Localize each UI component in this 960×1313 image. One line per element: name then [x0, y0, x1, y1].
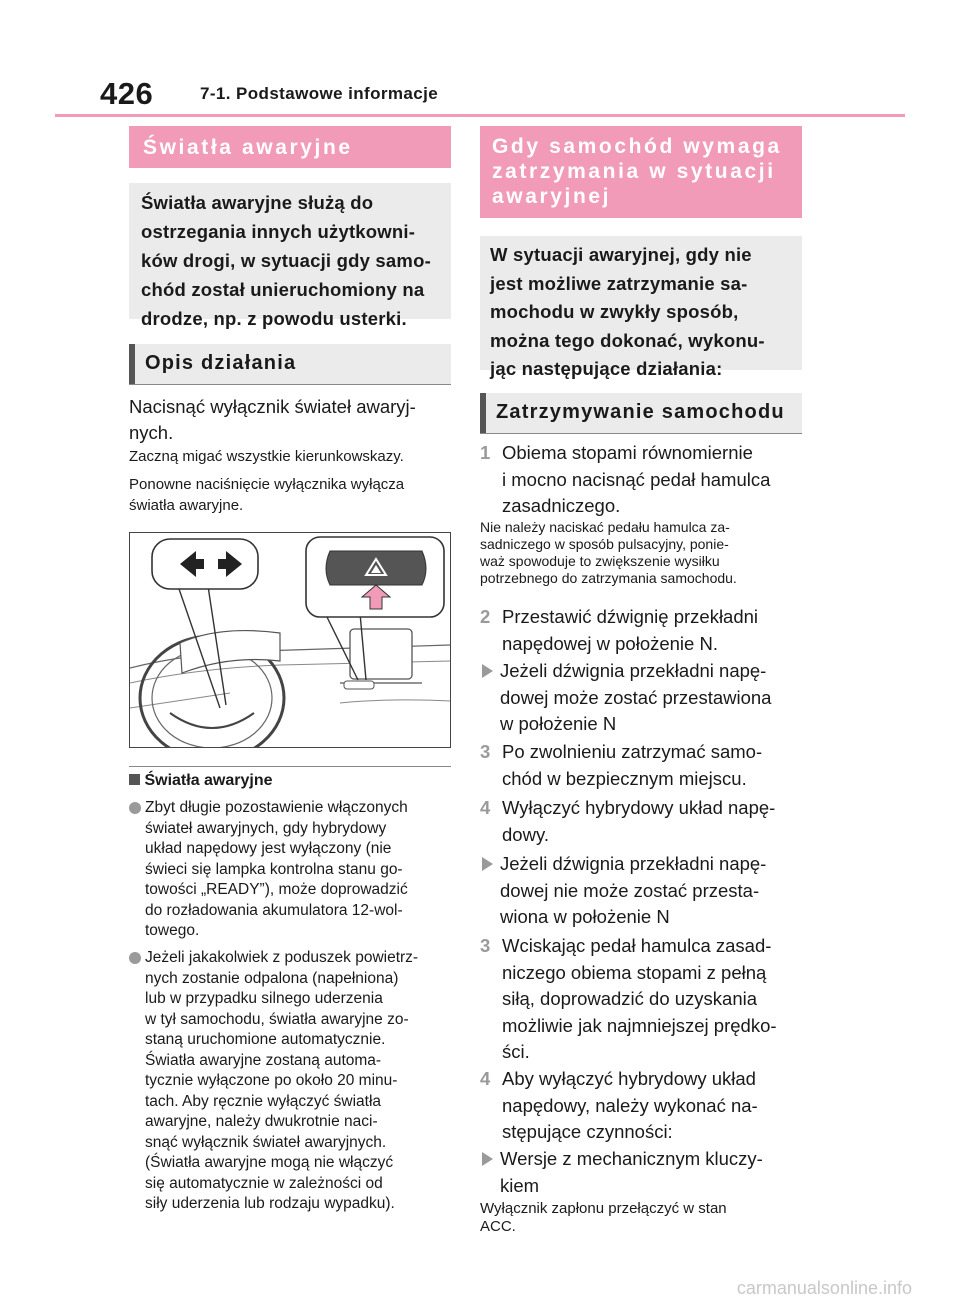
notes-rule [129, 766, 451, 767]
step-line: i mocno nacisnąć pedał hamulca [502, 468, 771, 490]
step-line: napędowej w położenie N. [502, 632, 718, 654]
condition-line: dowej może zostać przestawiona [500, 686, 772, 708]
bullet-line: układ napędowy jest wyłączony (nie [145, 840, 392, 857]
step-line: stępujące czynności: [502, 1121, 673, 1142]
bullet-line: tach. Aby ręcznie wyłączyć światła [145, 1092, 382, 1110]
condition-line: Jeżeli dźwignia przekładni napę- [500, 853, 767, 874]
subheading-rule [129, 384, 451, 385]
step-number: 4 [480, 797, 491, 818]
note-line: sadniczego w sposób pulsacyjny, ponie- [480, 536, 729, 552]
square-bullet-icon [129, 774, 140, 785]
intro-line: jest możliwe zatrzymanie sa- [490, 272, 748, 294]
bullet-line: towego. [145, 922, 200, 939]
condition-line: kiem [500, 1174, 540, 1196]
watermark: carmanualsonline.info [736, 1278, 912, 1298]
page-number: 426 [100, 76, 154, 111]
step-line: napędowy, należy wykonać na- [502, 1094, 758, 1116]
step-line: ści. [502, 1041, 530, 1062]
right-title-line: awaryjnej [492, 185, 612, 208]
bullet-line: Światła awaryjne zostaną automa- [145, 1051, 382, 1069]
right-subheading [480, 393, 802, 433]
step-line: Aby wyłączyć hybrydowy układ [502, 1068, 756, 1089]
step-number: 1 [480, 442, 491, 463]
bullet-line: nych zostanie odpalona (napełniona) [145, 969, 399, 987]
bullet-line: snąć wyłącznik świateł awaryjnych. [145, 1133, 387, 1151]
left-subheading [129, 344, 451, 384]
bullet-line: towości „READY”), może doprowadzić [145, 881, 408, 898]
notes-heading-text: Światła awaryjne [144, 772, 273, 789]
condition-line: Wersje z mechanicznym kluczy- [500, 1148, 763, 1169]
step-line: Przestawić dźwignię przekładni [502, 606, 759, 627]
section-title: 7-1. Podstawowe informacje [200, 84, 439, 103]
condition-line: w położenie N [500, 713, 617, 734]
step-3b [480, 933, 810, 1066]
intro-line: chód został unieruchomiony na [141, 279, 425, 300]
intro-line: ków drogi, w sytuacji gdy samo- [141, 250, 431, 271]
right-title-line: zatrzymania w sytuacji [492, 160, 776, 183]
bullet-line: świateł awaryjnych, gdy hybrydowy [145, 819, 387, 837]
step-line: Obiema stopami równomiernie [502, 442, 753, 463]
step-1-note [480, 519, 810, 587]
bullet-line: do rozładowania akumulatora 12-wol- [145, 901, 403, 919]
step-line: niczego obiema stopami z pełną [502, 961, 767, 983]
note-off [129, 474, 459, 516]
step-line: Po zwolnieniu zatrzymać samo- [502, 741, 763, 762]
notes-heading [129, 772, 273, 790]
intro-line: jąc następujące działania: [490, 358, 723, 379]
step-1 [480, 440, 810, 520]
bullet-line: w tył samochodu, światła awaryjne zo- [145, 1010, 409, 1028]
condition-shift-impossible [480, 851, 810, 931]
bullet-line: siły uderzenia lub rodzaju wypadku). [145, 1195, 395, 1212]
bullet-line: Zbyt długie pozostawienie włączonych [145, 799, 408, 816]
note-blink: Zaczną migać wszystkie kierunkowskazy. [129, 448, 404, 465]
bullet-line: tycznie wyłączone po około 20 minu- [145, 1072, 398, 1089]
condition-mechanical-key [480, 1146, 810, 1199]
subheading-rule [480, 433, 802, 434]
step-4b [480, 1066, 810, 1146]
final-line: ACC. [480, 1218, 516, 1235]
triangle-marker-icon [482, 1152, 493, 1166]
step-line: możliwie jak najmniejszej prędko- [502, 1014, 777, 1036]
step-4 [480, 795, 810, 848]
intro-line: Światła awaryjne służą do [141, 192, 374, 213]
subheading-text: Opis działania [145, 352, 297, 374]
left-title: Światła awaryjne [143, 136, 353, 159]
step-line: chód w bezpiecznym miejscu. [502, 767, 747, 789]
step-line: Wciskając pedał hamulca zasad- [502, 935, 772, 956]
bullet-line: lub w przypadku silnego uderzenia [145, 990, 383, 1007]
left-intro-box [129, 183, 451, 329]
condition-shift-possible [480, 658, 810, 738]
left-title-bar [129, 126, 451, 168]
step-line: siłą, doprowadzić do uzyskania [502, 988, 758, 1009]
step-line: Wyłączyć hybrydowy układ napę- [502, 797, 776, 818]
header-divider [55, 114, 905, 117]
intro-line: można tego dokonać, wykonu- [490, 329, 765, 351]
intro-line: drodze, np. z powodu usterki. [141, 308, 407, 329]
step-number: 3 [480, 935, 491, 956]
step-number: 2 [480, 606, 491, 627]
note-line: światła awaryjne. [129, 497, 244, 514]
bullet-dot-icon [129, 802, 141, 814]
right-intro-box [480, 236, 802, 379]
bullet-line: (Światła awaryjne mogą nie włączyć [145, 1154, 394, 1171]
bullet-dot-icon [129, 952, 141, 964]
subheading-text: Zatrzymywanie samochodu [496, 401, 785, 423]
hazard-switch-illustration [129, 532, 451, 748]
triangle-marker-icon [482, 664, 493, 678]
bullet-line: staną uruchomione automatycznie. [145, 1031, 386, 1048]
step-line: dowy. [502, 823, 549, 845]
step-line: zasadniczego. [502, 495, 621, 516]
operation-line: Nacisnąć wyłącznik świateł awaryj- [129, 396, 416, 417]
condition-line: dowej nie może zostać przesta- [500, 879, 760, 901]
bullet-line: świeci się lampka kontrolna stanu go- [145, 860, 403, 878]
final-line: Wyłącznik zapłonu przełączyć w stan [480, 1200, 727, 1217]
intro-line: ostrzegania innych użytkowni- [141, 221, 416, 242]
right-title-line: Gdy samochód wymaga [492, 135, 782, 158]
note-line: Nie należy naciskać pedału hamulca za- [480, 519, 730, 535]
note-line: potrzebnego do zatrzymania samochodu. [480, 570, 737, 586]
bullet-battery [129, 798, 459, 942]
condition-line: wiona w położenie N [500, 906, 670, 927]
right-title-bar [480, 126, 802, 218]
operation-text [129, 394, 459, 446]
bullet-line: awaryjne, należy dwukrotnie naci- [145, 1113, 378, 1130]
step-number: 4 [480, 1068, 491, 1089]
note-line: Ponowne naciśnięcie wyłącznika wyłącza [129, 476, 405, 493]
step-number: 3 [480, 741, 491, 762]
bullet-line: Jeżeli jakakolwiek z poduszek powietrz- [145, 949, 419, 966]
step-2 [480, 604, 810, 657]
bullet-airbag [129, 948, 459, 1215]
bullet-line: się automatycznie w zależności od [145, 1174, 383, 1192]
intro-line: W sytuacji awaryjnej, gdy nie [490, 244, 752, 265]
triangle-marker-icon [482, 857, 493, 871]
final-instruction [480, 1200, 810, 1236]
note-line: waż spowoduje to zwiększenie wysiłku [480, 553, 720, 569]
dashboard-drawing [130, 533, 450, 747]
intro-line: mochodu w zwykły sposób, [490, 301, 739, 322]
step-3 [480, 739, 810, 792]
operation-line: nych. [129, 422, 174, 443]
condition-line: Jeżeli dźwignia przekładni napę- [500, 660, 767, 681]
